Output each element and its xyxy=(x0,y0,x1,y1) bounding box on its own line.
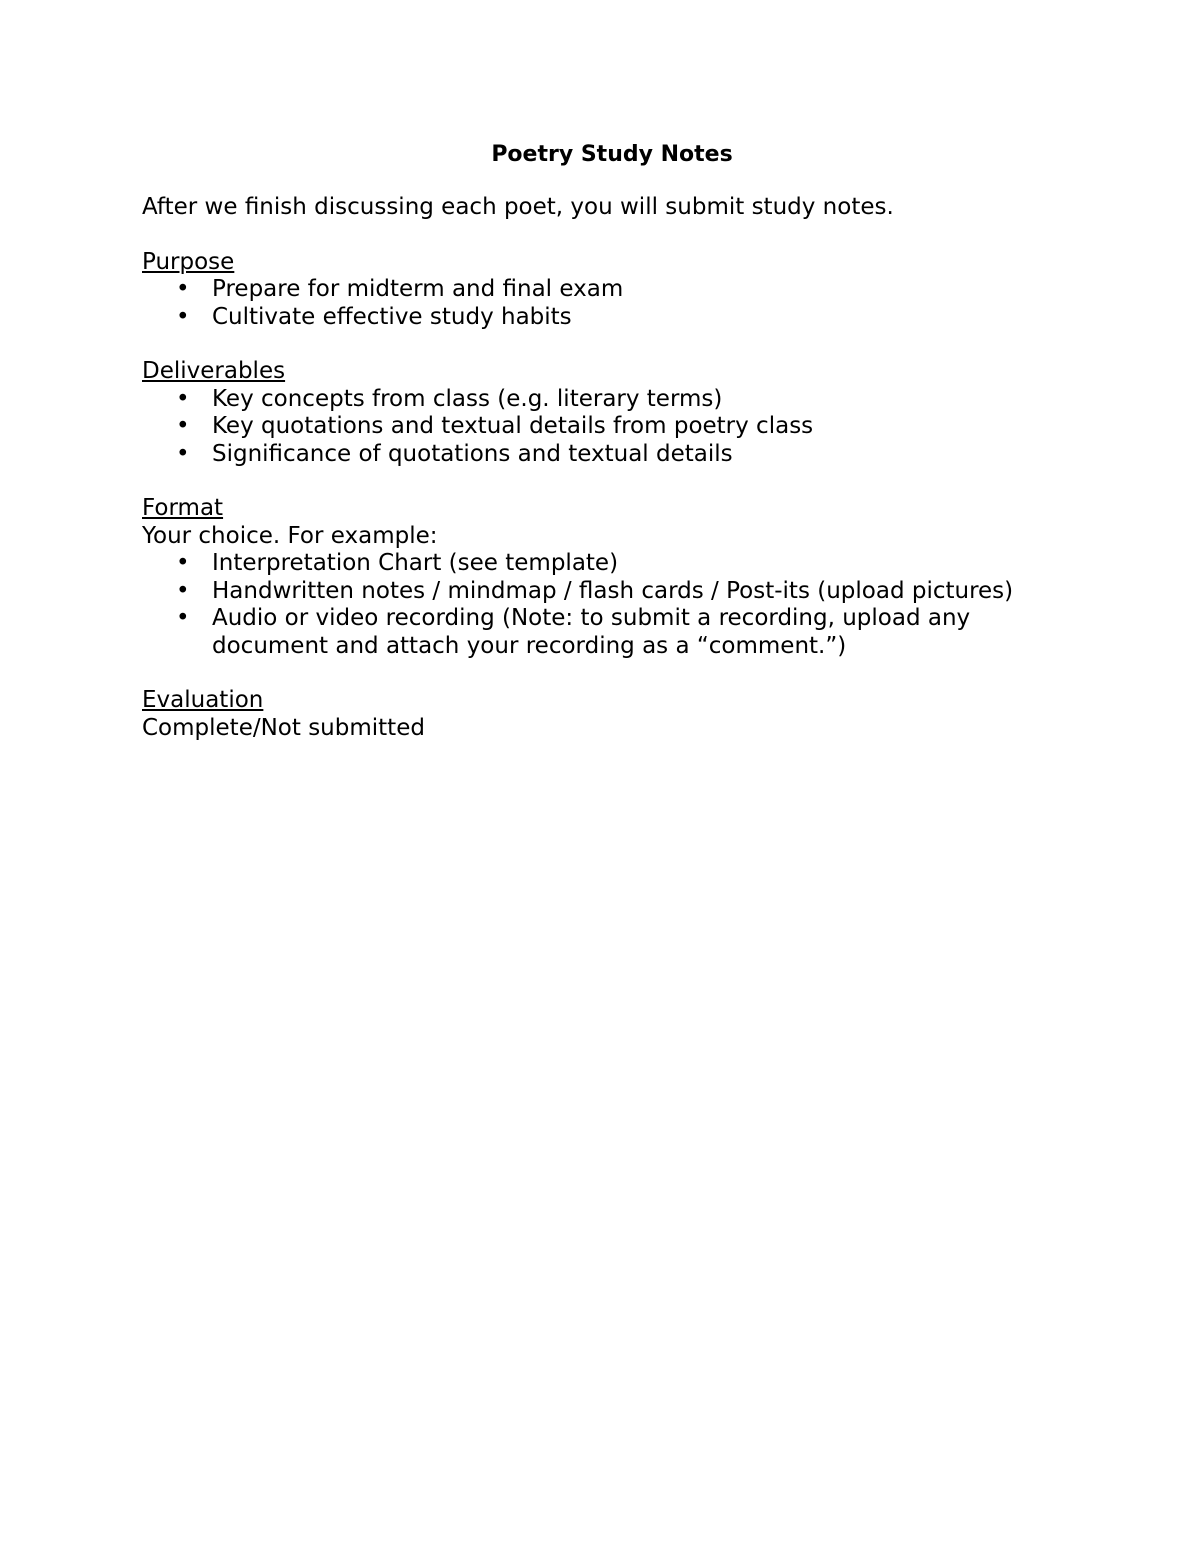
intro-paragraph: After we finish discussing each poet, you will submit study notes. xyxy=(142,194,894,220)
list-item xyxy=(142,605,1082,660)
document-page xyxy=(142,140,1082,742)
evaluation-text: Complete/Not submitted xyxy=(142,714,425,741)
deliverables-list xyxy=(142,386,1082,469)
bullet-icon: • xyxy=(176,303,190,330)
format-section xyxy=(142,495,1082,660)
list-item-text: Handwritten notes / mindmap / flash cards / Post-its (upload pictures) xyxy=(212,577,1014,604)
bullet-icon: • xyxy=(176,605,190,631)
bullet-icon: • xyxy=(176,577,190,604)
list-item-text: Significance of quotations and textual details xyxy=(212,440,733,467)
list-item-text: Key quotations and textual details from poetry class xyxy=(212,413,814,439)
purpose-section xyxy=(142,249,1082,332)
list-item-text: Prepare for midterm and final exam xyxy=(212,276,624,302)
bullet-icon: • xyxy=(176,440,190,467)
bullet-icon: • xyxy=(176,385,190,412)
list-item-text: Audio or video recording (Note: to submit a recording, upload any document and attach your recording as a “comment.”) xyxy=(212,605,971,659)
list-item xyxy=(142,413,1082,441)
list-item-text: Key concepts from class (e.g. literary terms) xyxy=(212,385,723,412)
evaluation-section xyxy=(142,687,1082,742)
format-list xyxy=(142,550,1082,660)
purpose-heading: Purpose xyxy=(142,248,235,275)
bullet-icon: • xyxy=(176,550,190,576)
document-title: Poetry Study Notes xyxy=(491,142,733,167)
format-heading: Format xyxy=(142,495,224,521)
deliverables-section xyxy=(142,358,1082,468)
list-item-text: Cultivate effective study habits xyxy=(212,303,572,330)
format-text: Your choice. For example: xyxy=(142,522,438,549)
list-item xyxy=(142,386,1082,414)
list-item-text: Interpretation Chart (see template) xyxy=(212,550,619,576)
bullet-icon: • xyxy=(176,413,190,439)
list-item xyxy=(142,304,1082,332)
deliverables-heading: Deliverables xyxy=(142,358,286,384)
evaluation-heading: Evaluation xyxy=(142,687,264,713)
list-item xyxy=(142,441,1082,469)
list-item xyxy=(142,276,1082,304)
list-item xyxy=(142,578,1082,606)
list-item xyxy=(142,550,1082,578)
purpose-list xyxy=(142,276,1082,331)
bullet-icon: • xyxy=(176,276,190,302)
